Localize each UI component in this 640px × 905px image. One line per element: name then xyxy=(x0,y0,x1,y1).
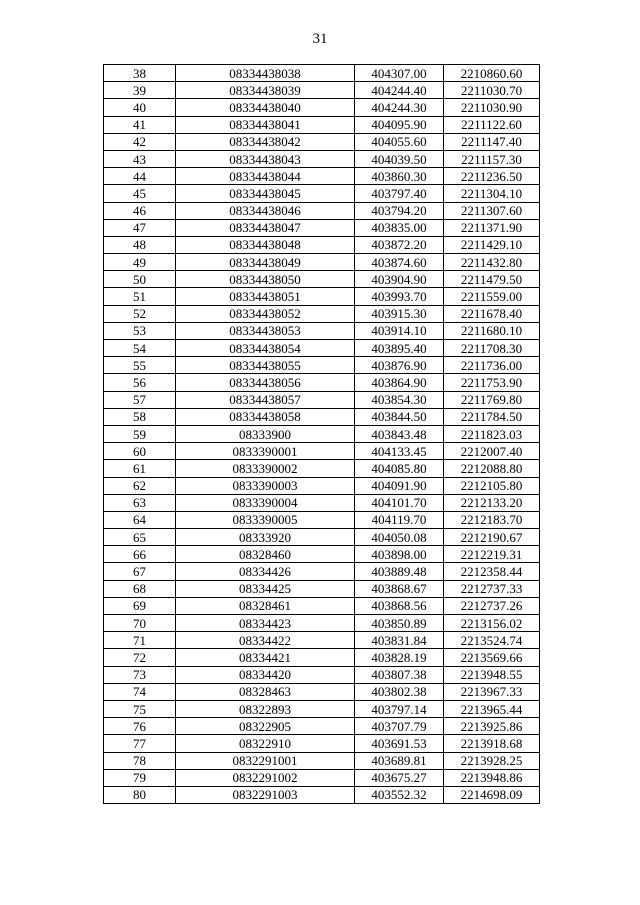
table-row xyxy=(104,391,540,408)
x-coordinate-cell: 403844.50 xyxy=(355,408,444,425)
row-index-cell: 80 xyxy=(104,786,176,803)
x-coordinate-cell: 403904.90 xyxy=(355,271,444,288)
row-index-cell: 55 xyxy=(104,357,176,374)
table-row xyxy=(104,700,540,717)
x-coordinate-cell: 403828.19 xyxy=(355,649,444,666)
point-id-cell: 0832291003 xyxy=(176,786,355,803)
row-index-cell: 73 xyxy=(104,666,176,683)
point-id-cell: 0833390002 xyxy=(176,460,355,477)
x-coordinate-cell: 404055.60 xyxy=(355,133,444,150)
x-coordinate-cell: 403835.00 xyxy=(355,219,444,236)
table-row xyxy=(104,580,540,597)
row-index-cell: 38 xyxy=(104,65,176,82)
row-index-cell: 54 xyxy=(104,340,176,357)
x-coordinate-cell: 403843.48 xyxy=(355,425,444,442)
row-index-cell: 39 xyxy=(104,82,176,99)
point-id-cell: 08334422 xyxy=(176,632,355,649)
row-index-cell: 63 xyxy=(104,494,176,511)
row-index-cell: 45 xyxy=(104,185,176,202)
point-id-cell: 0832291002 xyxy=(176,769,355,786)
x-coordinate-cell: 404307.00 xyxy=(355,65,444,82)
point-id-cell: 08334438050 xyxy=(176,271,355,288)
row-index-cell: 76 xyxy=(104,718,176,735)
point-id-cell: 0833390005 xyxy=(176,511,355,528)
point-id-cell: 08334438057 xyxy=(176,391,355,408)
point-id-cell: 08334438054 xyxy=(176,340,355,357)
y-coordinate-cell: 2211432.80 xyxy=(444,254,540,271)
point-id-cell: 08333900 xyxy=(176,425,355,442)
row-index-cell: 42 xyxy=(104,133,176,150)
x-coordinate-cell: 403874.60 xyxy=(355,254,444,271)
y-coordinate-cell: 2211769.80 xyxy=(444,391,540,408)
table-row xyxy=(104,769,540,786)
point-id-cell: 08322910 xyxy=(176,735,355,752)
x-coordinate-cell: 403993.70 xyxy=(355,288,444,305)
y-coordinate-cell: 2211371.90 xyxy=(444,219,540,236)
point-id-cell: 08334438044 xyxy=(176,168,355,185)
y-coordinate-cell: 2212133.20 xyxy=(444,494,540,511)
row-index-cell: 51 xyxy=(104,288,176,305)
point-id-cell: 08334426 xyxy=(176,563,355,580)
point-id-cell: 08328461 xyxy=(176,597,355,614)
row-index-cell: 77 xyxy=(104,735,176,752)
table-row xyxy=(104,340,540,357)
point-id-cell: 0833390003 xyxy=(176,477,355,494)
point-id-cell: 08334420 xyxy=(176,666,355,683)
table-row xyxy=(104,357,540,374)
y-coordinate-cell: 2212358.44 xyxy=(444,563,540,580)
table-row xyxy=(104,254,540,271)
table-row xyxy=(104,288,540,305)
y-coordinate-cell: 2211236.50 xyxy=(444,168,540,185)
point-id-cell: 08334438053 xyxy=(176,322,355,339)
table-row xyxy=(104,477,540,494)
x-coordinate-cell: 404244.30 xyxy=(355,99,444,116)
point-id-cell: 08334438051 xyxy=(176,288,355,305)
row-index-cell: 62 xyxy=(104,477,176,494)
row-index-cell: 75 xyxy=(104,700,176,717)
y-coordinate-cell: 2213967.33 xyxy=(444,683,540,700)
row-index-cell: 41 xyxy=(104,116,176,133)
x-coordinate-cell: 404101.70 xyxy=(355,494,444,511)
point-id-cell: 0833390004 xyxy=(176,494,355,511)
table-row xyxy=(104,615,540,632)
table-row xyxy=(104,666,540,683)
y-coordinate-cell: 2211678.40 xyxy=(444,305,540,322)
row-index-cell: 57 xyxy=(104,391,176,408)
row-index-cell: 66 xyxy=(104,546,176,563)
y-coordinate-cell: 2211030.90 xyxy=(444,99,540,116)
row-index-cell: 72 xyxy=(104,649,176,666)
point-id-cell: 0833390001 xyxy=(176,443,355,460)
x-coordinate-cell: 403876.90 xyxy=(355,357,444,374)
table-row xyxy=(104,271,540,288)
row-index-cell: 47 xyxy=(104,219,176,236)
table-row xyxy=(104,443,540,460)
x-coordinate-cell: 403889.48 xyxy=(355,563,444,580)
point-id-cell: 08334423 xyxy=(176,615,355,632)
table-row xyxy=(104,735,540,752)
x-coordinate-cell: 403552.32 xyxy=(355,786,444,803)
row-index-cell: 56 xyxy=(104,374,176,391)
y-coordinate-cell: 2211736.00 xyxy=(444,357,540,374)
point-id-cell: 08334438046 xyxy=(176,202,355,219)
row-index-cell: 58 xyxy=(104,408,176,425)
table-row xyxy=(104,425,540,442)
x-coordinate-cell: 403864.90 xyxy=(355,374,444,391)
table-row xyxy=(104,408,540,425)
table-row xyxy=(104,786,540,803)
x-coordinate-cell: 403831.84 xyxy=(355,632,444,649)
x-coordinate-cell: 403895.40 xyxy=(355,340,444,357)
point-id-cell: 08334438047 xyxy=(176,219,355,236)
y-coordinate-cell: 2211122.60 xyxy=(444,116,540,133)
row-index-cell: 50 xyxy=(104,271,176,288)
x-coordinate-cell: 403868.67 xyxy=(355,580,444,597)
x-coordinate-cell: 403868.56 xyxy=(355,597,444,614)
point-id-cell: 08334438056 xyxy=(176,374,355,391)
y-coordinate-cell: 2211157.30 xyxy=(444,150,540,167)
x-coordinate-cell: 403860.30 xyxy=(355,168,444,185)
y-coordinate-cell: 2212737.33 xyxy=(444,580,540,597)
y-coordinate-cell: 2213948.86 xyxy=(444,769,540,786)
y-coordinate-cell: 2211147.40 xyxy=(444,133,540,150)
table-row xyxy=(104,511,540,528)
row-index-cell: 43 xyxy=(104,150,176,167)
row-index-cell: 59 xyxy=(104,425,176,442)
x-coordinate-cell: 403915.30 xyxy=(355,305,444,322)
y-coordinate-cell: 2211823.03 xyxy=(444,425,540,442)
row-index-cell: 65 xyxy=(104,529,176,546)
table-row xyxy=(104,116,540,133)
point-id-cell: 0832291001 xyxy=(176,752,355,769)
point-id-cell: 08334421 xyxy=(176,649,355,666)
table-row xyxy=(104,460,540,477)
page-number: 31 xyxy=(312,31,328,47)
row-index-cell: 52 xyxy=(104,305,176,322)
y-coordinate-cell: 2212007.40 xyxy=(444,443,540,460)
x-coordinate-cell: 403675.27 xyxy=(355,769,444,786)
x-coordinate-cell: 403797.40 xyxy=(355,185,444,202)
y-coordinate-cell: 2211559.00 xyxy=(444,288,540,305)
point-id-cell: 08334438042 xyxy=(176,133,355,150)
x-coordinate-cell: 403691.53 xyxy=(355,735,444,752)
y-coordinate-cell: 2213965.44 xyxy=(444,700,540,717)
x-coordinate-cell: 404091.90 xyxy=(355,477,444,494)
x-coordinate-cell: 403797.14 xyxy=(355,700,444,717)
table-row xyxy=(104,563,540,580)
table-body xyxy=(104,65,540,804)
y-coordinate-cell: 2212190.67 xyxy=(444,529,540,546)
y-coordinate-cell: 2212105.80 xyxy=(444,477,540,494)
x-coordinate-cell: 403707.79 xyxy=(355,718,444,735)
x-coordinate-cell: 403914.10 xyxy=(355,322,444,339)
point-id-cell: 08334438045 xyxy=(176,185,355,202)
table-row xyxy=(104,649,540,666)
table-row xyxy=(104,718,540,735)
y-coordinate-cell: 2210860.60 xyxy=(444,65,540,82)
table-row xyxy=(104,683,540,700)
point-id-cell: 08334425 xyxy=(176,580,355,597)
table-row xyxy=(104,202,540,219)
row-index-cell: 68 xyxy=(104,580,176,597)
row-index-cell: 40 xyxy=(104,99,176,116)
point-id-cell: 08333920 xyxy=(176,529,355,546)
row-index-cell: 71 xyxy=(104,632,176,649)
y-coordinate-cell: 2211304.10 xyxy=(444,185,540,202)
table-row xyxy=(104,168,540,185)
x-coordinate-cell: 404244.40 xyxy=(355,82,444,99)
point-id-cell: 08334438041 xyxy=(176,116,355,133)
table-row xyxy=(104,185,540,202)
y-coordinate-cell: 2212219.31 xyxy=(444,546,540,563)
table-row xyxy=(104,546,540,563)
x-coordinate-cell: 403872.20 xyxy=(355,236,444,253)
x-coordinate-cell: 404085.80 xyxy=(355,460,444,477)
table-row xyxy=(104,150,540,167)
row-index-cell: 53 xyxy=(104,322,176,339)
row-index-cell: 70 xyxy=(104,615,176,632)
point-id-cell: 08334438058 xyxy=(176,408,355,425)
y-coordinate-cell: 2213948.55 xyxy=(444,666,540,683)
y-coordinate-cell: 2211680.10 xyxy=(444,322,540,339)
y-coordinate-cell: 2213524.74 xyxy=(444,632,540,649)
point-id-cell: 08322893 xyxy=(176,700,355,717)
point-id-cell: 08334438039 xyxy=(176,82,355,99)
x-coordinate-cell: 403898.00 xyxy=(355,546,444,563)
point-id-cell: 08322905 xyxy=(176,718,355,735)
row-index-cell: 44 xyxy=(104,168,176,185)
table-row xyxy=(104,133,540,150)
row-index-cell: 46 xyxy=(104,202,176,219)
row-index-cell: 49 xyxy=(104,254,176,271)
point-id-cell: 08334438048 xyxy=(176,236,355,253)
point-id-cell: 08334438038 xyxy=(176,65,355,82)
table-row xyxy=(104,236,540,253)
y-coordinate-cell: 2213928.25 xyxy=(444,752,540,769)
y-coordinate-cell: 2211753.90 xyxy=(444,374,540,391)
row-index-cell: 61 xyxy=(104,460,176,477)
y-coordinate-cell: 2213925.86 xyxy=(444,718,540,735)
y-coordinate-cell: 2211307.60 xyxy=(444,202,540,219)
coordinates-table xyxy=(103,64,540,804)
row-index-cell: 60 xyxy=(104,443,176,460)
y-coordinate-cell: 2213569.66 xyxy=(444,649,540,666)
table-row xyxy=(104,374,540,391)
table-row xyxy=(104,65,540,82)
row-index-cell: 48 xyxy=(104,236,176,253)
x-coordinate-cell: 404050.08 xyxy=(355,529,444,546)
x-coordinate-cell: 404119.70 xyxy=(355,511,444,528)
y-coordinate-cell: 2213156.02 xyxy=(444,615,540,632)
table-row xyxy=(104,305,540,322)
x-coordinate-cell: 403794.20 xyxy=(355,202,444,219)
x-coordinate-cell: 403802.38 xyxy=(355,683,444,700)
x-coordinate-cell: 404039.50 xyxy=(355,150,444,167)
y-coordinate-cell: 2211030.70 xyxy=(444,82,540,99)
row-index-cell: 69 xyxy=(104,597,176,614)
y-coordinate-cell: 2211479.50 xyxy=(444,271,540,288)
table-row xyxy=(104,219,540,236)
y-coordinate-cell: 2212088.80 xyxy=(444,460,540,477)
table-row xyxy=(104,82,540,99)
row-index-cell: 78 xyxy=(104,752,176,769)
y-coordinate-cell: 2211784.50 xyxy=(444,408,540,425)
point-id-cell: 08328463 xyxy=(176,683,355,700)
x-coordinate-cell: 403689.81 xyxy=(355,752,444,769)
y-coordinate-cell: 2213918.68 xyxy=(444,735,540,752)
x-coordinate-cell: 404095.90 xyxy=(355,116,444,133)
point-id-cell: 08334438055 xyxy=(176,357,355,374)
row-index-cell: 64 xyxy=(104,511,176,528)
row-index-cell: 79 xyxy=(104,769,176,786)
row-index-cell: 67 xyxy=(104,563,176,580)
x-coordinate-cell: 403807.38 xyxy=(355,666,444,683)
x-coordinate-cell: 403854.30 xyxy=(355,391,444,408)
x-coordinate-cell: 404133.45 xyxy=(355,443,444,460)
y-coordinate-cell: 2211429.10 xyxy=(444,236,540,253)
point-id-cell: 08334438040 xyxy=(176,99,355,116)
point-id-cell: 08328460 xyxy=(176,546,355,563)
point-id-cell: 08334438049 xyxy=(176,254,355,271)
table-row xyxy=(104,632,540,649)
table-row xyxy=(104,597,540,614)
y-coordinate-cell: 2212737.26 xyxy=(444,597,540,614)
table-row xyxy=(104,752,540,769)
table-row xyxy=(104,494,540,511)
x-coordinate-cell: 403850.89 xyxy=(355,615,444,632)
table-row xyxy=(104,529,540,546)
point-id-cell: 08334438052 xyxy=(176,305,355,322)
y-coordinate-cell: 2211708.30 xyxy=(444,340,540,357)
table-row xyxy=(104,322,540,339)
row-index-cell: 74 xyxy=(104,683,176,700)
y-coordinate-cell: 2214698.09 xyxy=(444,786,540,803)
y-coordinate-cell: 2212183.70 xyxy=(444,511,540,528)
table-row xyxy=(104,99,540,116)
point-id-cell: 08334438043 xyxy=(176,150,355,167)
